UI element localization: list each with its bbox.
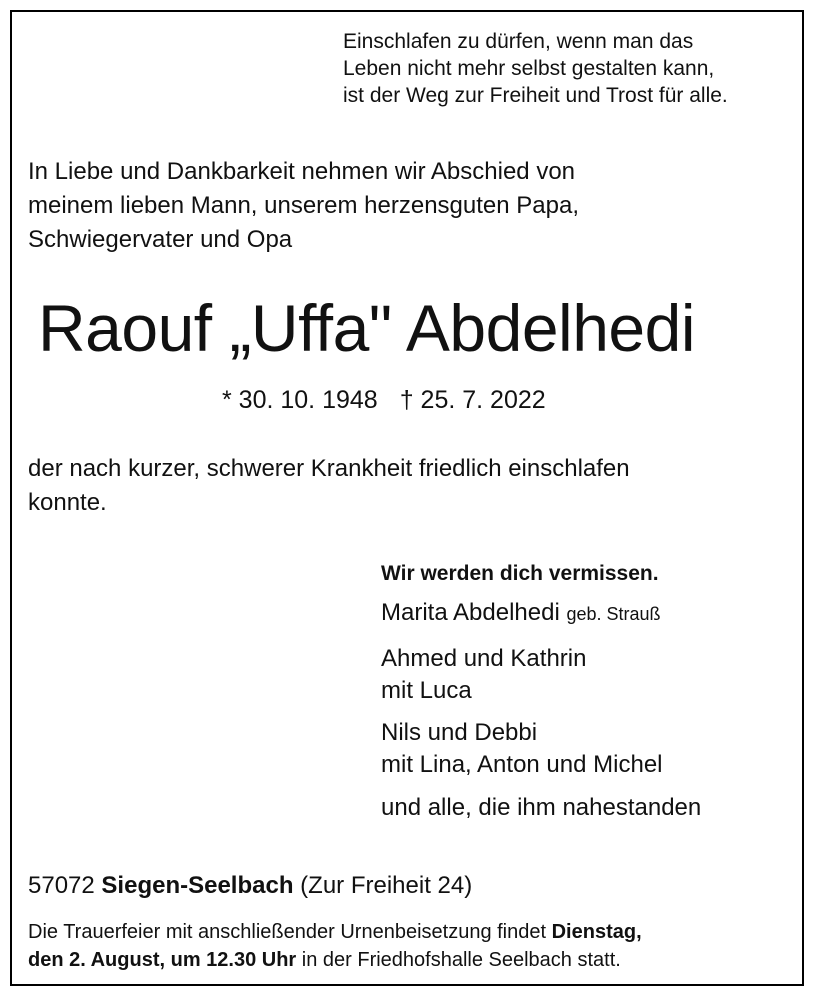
deceased-name: Raouf „Uffa" Abdelhedi (38, 291, 695, 365)
family-line: Nils und Debbi (381, 719, 538, 746)
city: Siegen-Seelbach (101, 872, 294, 899)
mourner-others: und alle, die ihm nahestanden (381, 794, 702, 821)
poem-line: Leben nicht mehr selbst gestalten kann, (343, 57, 715, 80)
ceremony-line (28, 946, 642, 974)
intro-text (28, 155, 579, 257)
address (28, 870, 472, 902)
poem (343, 28, 728, 109)
family-line: mit Lina, Anton und Michel (381, 751, 663, 778)
closing-line: der nach kurzer, schwerer Krankheit friedlich einschlafen (28, 455, 630, 482)
ceremony-text: Die Trauerfeier mit anschließender Urnenbeisetzung findet (28, 921, 552, 943)
death-date: † 25. 7. 2022 (399, 386, 546, 414)
intro-line: Schwiegervater und Opa (28, 226, 293, 253)
poem-line: Einschlafen zu dürfen, wenn man das (343, 30, 694, 53)
mourner-widow (381, 597, 661, 630)
ceremony-location: in der Friedhofshalle Seelbach statt. (296, 949, 621, 971)
ceremony-date-time: den 2. August, um 12.30 Uhr (28, 949, 297, 971)
intro-line: In Liebe und Dankbarkeit nehmen wir Abschied von (28, 158, 576, 185)
closing-text (28, 452, 630, 520)
widow-name: Marita Abdelhedi (381, 599, 560, 626)
ceremony-day: Dienstag, (551, 921, 642, 943)
mourner-family (381, 717, 663, 781)
birth-date: * 30. 10. 1948 (222, 386, 378, 414)
street: (Zur Freiheit 24) (300, 872, 473, 899)
family-line: mit Luca (381, 677, 472, 704)
poem-line: ist der Weg zur Freiheit und Trost für alle. (343, 84, 728, 107)
family-line: Ahmed und Kathrin (381, 645, 587, 672)
mourner-family (381, 643, 586, 707)
widow-maiden-name: geb. Strauß (566, 604, 661, 624)
intro-line: meinem lieben Mann, unserem herzensguten Papa, (28, 192, 579, 219)
ceremony-line (28, 918, 642, 946)
mourners-heading: Wir werden dich vermissen. (381, 562, 659, 585)
life-dates (222, 384, 546, 416)
ceremony-notice (28, 918, 642, 974)
closing-line: konnte. (28, 489, 107, 516)
postcode: 57072 (28, 872, 95, 899)
